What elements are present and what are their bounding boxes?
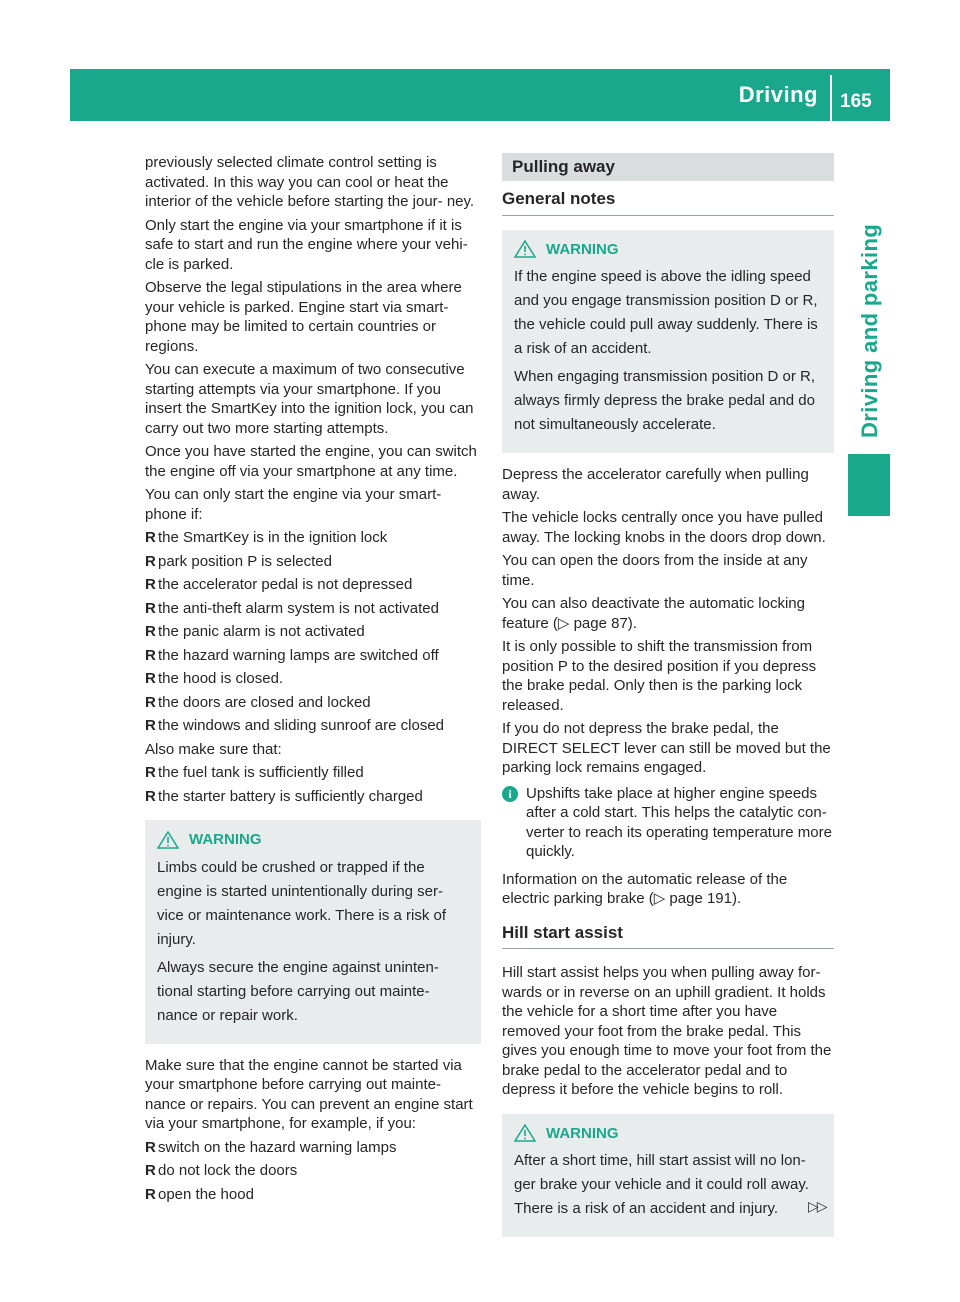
bullet-icon: R bbox=[145, 646, 156, 664]
warning-triangle-icon bbox=[514, 1124, 536, 1142]
list-item: R the hazard warning lamps are switched off bbox=[145, 646, 439, 664]
list-item: R do not lock the doors bbox=[145, 1162, 298, 1179]
list-item: R the accelerator pedal is not depressed bbox=[145, 576, 413, 593]
bullet-icon: R bbox=[145, 576, 156, 593]
paragraph: You can only start the engine via your smart- phone if: bbox=[145, 486, 442, 523]
bullet-icon: R bbox=[145, 623, 156, 640]
header-divider bbox=[830, 75, 832, 121]
bullet-icon: R bbox=[145, 1162, 156, 1179]
list-item: R the hood is closed. bbox=[145, 670, 284, 687]
paragraph: Make sure that the engine cannot be started via your smartphone before carrying out mainte- nance or repairs. You can prevent an engine start via your smartphone, for example, if you: bbox=[145, 1056, 473, 1132]
bullet-icon: R bbox=[145, 764, 156, 781]
paragraph: If you do not depress the brake pedal, the DIRECT SELECT lever can still be moved but the parking lock remains engaged. bbox=[502, 720, 831, 776]
chapter-label: Driving and parking bbox=[857, 223, 882, 438]
paragraph: Once you have started the engine, you can switch the engine off via your smartphone at any time. bbox=[145, 443, 477, 480]
page-number: 165 bbox=[840, 91, 872, 112]
paragraph: You can open the doors from the inside at any time. bbox=[502, 552, 808, 589]
list-item: R the SmartKey is in the ignition lock bbox=[145, 529, 388, 546]
paragraph: Information on the automatic release of the electric parking brake (▷ page 191). bbox=[502, 870, 788, 907]
list-item: R switch on the hazard warning lamps bbox=[145, 1138, 397, 1156]
warning-text: Always secure the engine against uninten- tional starting before carrying out mainte- nance or repair work. bbox=[157, 958, 439, 1024]
bullet-icon: R bbox=[145, 1185, 156, 1203]
list-item: R park position P is selected bbox=[145, 552, 332, 570]
paragraph: It is only possible to shift the transmission from position P to the desired position if you depress the brake pedal. Only then is the parking lock released. bbox=[502, 638, 817, 714]
prevent-list bbox=[145, 1138, 481, 1205]
list-item: R the doors are closed and locked bbox=[145, 693, 371, 711]
warning-box bbox=[502, 230, 834, 454]
warning-text: Limbs could be crushed or trapped if the engine is started unintentionally during ser- vice or maintenance work. There is a risk of injury. bbox=[157, 858, 447, 948]
bullet-icon: R bbox=[145, 787, 156, 805]
paragraph: Depress the accelerator carefully when pulling away. bbox=[502, 466, 809, 503]
bullet-icon: R bbox=[145, 1138, 156, 1156]
bullet-icon: R bbox=[145, 693, 156, 711]
warning-heading: WARNING bbox=[157, 830, 469, 850]
section-title: Pulling away bbox=[502, 153, 834, 181]
info-icon: i bbox=[502, 786, 518, 802]
list-item: R open the hood bbox=[145, 1185, 254, 1203]
chapter-side-tab bbox=[848, 180, 890, 520]
bullet-icon: R bbox=[145, 529, 156, 546]
warning-box bbox=[145, 820, 481, 1044]
warning-heading: WARNING bbox=[514, 240, 822, 260]
bullet-icon: R bbox=[145, 552, 156, 570]
paragraph: You can also deactivate the automatic locking feature (▷ page 87). bbox=[502, 595, 805, 632]
list-item: R the starter battery is sufficiently charged bbox=[145, 787, 423, 805]
paragraph: Hill start assist helps you when pulling away for- wards or in reverse on an uphill gradient. It holds the vehicle for a short time after you have removed your foot from the brake pedal. This gives you enough time to move your foot from the brake pedal to the accelerator pedal and to depress it before the vehicle begins to roll. bbox=[502, 964, 832, 1098]
paragraph: The vehicle locks centrally once you have pulled away. The locking knobs in the doors drop down. bbox=[502, 509, 826, 546]
info-note bbox=[502, 784, 834, 862]
warning-triangle-icon bbox=[514, 240, 536, 258]
paragraph: previously selected climate control setting is activated. In this way you can cool or heat the interior of the vehicle before starting the jour- ney. bbox=[145, 154, 475, 210]
warning-text: When engaging transmission position D or R, always firmly depress the brake pedal and do not simultaneously accelerate. bbox=[514, 368, 815, 433]
left-column bbox=[145, 153, 481, 1208]
list-item: R the anti-theft alarm system is not activated bbox=[145, 599, 439, 617]
chapter-marker bbox=[848, 454, 890, 516]
bullet-icon: R bbox=[145, 717, 156, 734]
warning-box bbox=[502, 1114, 834, 1238]
subsection-title: General notes bbox=[502, 189, 834, 216]
paragraph: You can execute a maximum of two consecutive starting attempts via your smartphone. If you insert the SmartKey into the ignition lock, you can carry out two more starting attempts. bbox=[145, 361, 474, 437]
bullet-icon: R bbox=[145, 670, 156, 687]
conditions-list bbox=[145, 528, 481, 736]
list-item: R the fuel tank is sufficiently filled bbox=[145, 764, 364, 781]
bullet-icon: R bbox=[145, 599, 156, 617]
paragraph: Also make sure that: bbox=[145, 740, 282, 758]
info-text: Upshifts take place at higher engine speeds after a cold start. This helps the catalytic con- verter to reach its operating temperature more quickly. bbox=[526, 784, 832, 860]
also-list bbox=[145, 763, 481, 806]
warning-text: If the engine speed is above the idling speed and you engage transmission position D or R, the vehicle could pull away suddenly. There is a risk of an accident. bbox=[514, 268, 818, 357]
right-column bbox=[502, 153, 834, 1249]
paragraph: Observe the legal stipulations in the area where your vehicle is parked. Engine start via smart- phone may be limited to certain countries or regions. bbox=[145, 279, 462, 355]
paragraph: Only start the engine via your smartphone if it is safe to start and run the engine where your vehi- cle is parked. bbox=[145, 216, 468, 273]
warning-heading: WARNING bbox=[514, 1124, 822, 1144]
warning-text: After a short time, hill start assist will no lon- ger brake your vehicle and it could roll away. There is a risk of an accident and injury. bbox=[514, 1152, 809, 1217]
page-header bbox=[70, 69, 890, 121]
list-item: R the panic alarm is not activated bbox=[145, 623, 365, 640]
list-item: R the windows and sliding sunroof are closed bbox=[145, 717, 445, 734]
header-title: Driving bbox=[738, 82, 818, 107]
continue-arrow-icon: ▷▷ bbox=[808, 1198, 826, 1214]
warning-triangle-icon bbox=[157, 831, 179, 849]
subsection-title: Hill start assist bbox=[502, 923, 834, 950]
